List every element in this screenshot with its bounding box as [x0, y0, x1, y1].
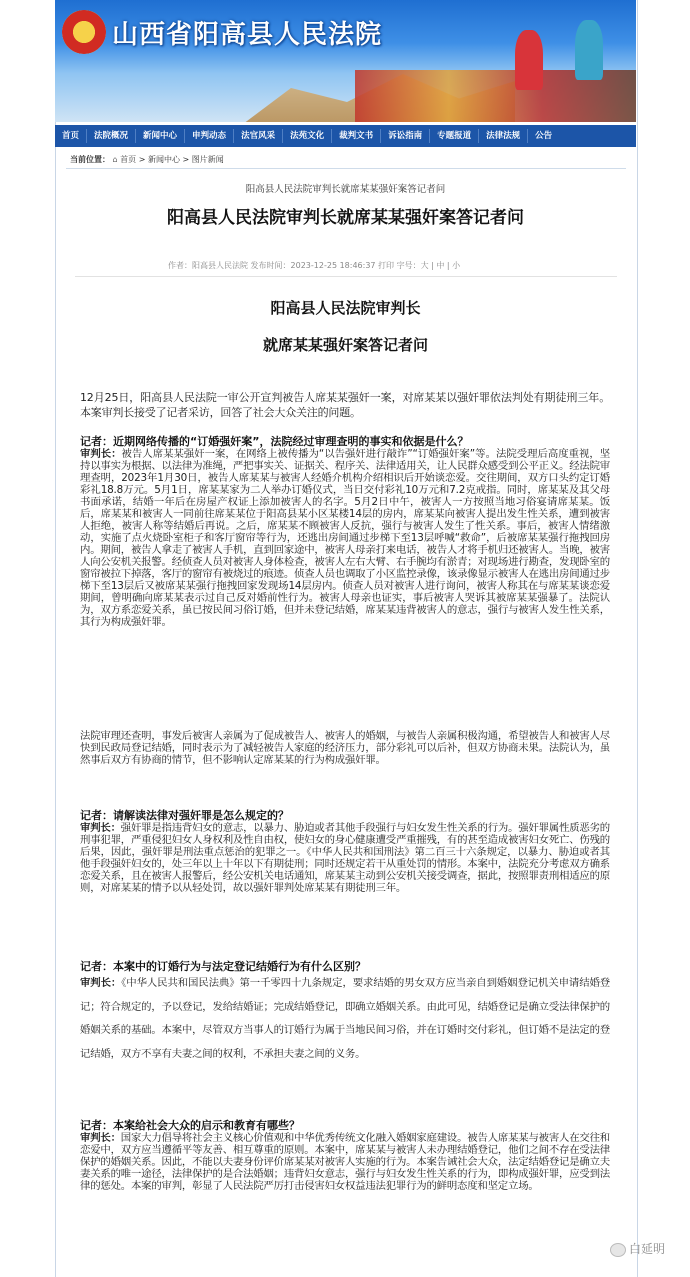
court-emblem-icon [62, 10, 106, 54]
nav-item-trials[interactable]: 申判动态 [185, 129, 234, 143]
breadcrumb-label: 当前位置： [70, 155, 110, 164]
nav-item-special[interactable]: 专题报道 [430, 129, 479, 143]
article-meta: 作者：阳高县人民法院 发布时间：2023-12-25 18:46:37 打印 字号：大 | 中 | 小 [168, 261, 461, 270]
site-title: 山西省阳高县人民法院 [112, 20, 383, 50]
nav-item-home[interactable]: 首页 [55, 129, 87, 143]
watermark-text: 白延明 [629, 1242, 666, 1256]
article-subtitle: 阳高县人民法院审判长就席某某强奸案答记者问 [245, 184, 446, 195]
nav-item-judges[interactable]: 法官风采 [234, 129, 283, 143]
divider [75, 276, 617, 277]
weibo-icon [610, 1243, 626, 1257]
breadcrumb [70, 154, 224, 165]
nav-item-notice[interactable]: 公告 [535, 131, 553, 141]
answer-1-text: 被告人席某某强奸一案，在网络上被传播为“以告强奸进行敲诈”“订婚强奸案”等。法院受理后高度重视，坚持以事实为根据、以法律为准绳，严把事实关、证据关、程序关、法律适用关，让人民群众感受到公平正义。经法院审理查明，2023年1月30日，被告人席某某与被害人经婚介机构介绍相识后开始谈恋爱。交往期间，双方口头约定订婚彩礼18.8万元。5月1日，席某某家为二人举办订婚仪式，当日交付彩礼10万元和7.2克戒指。同时，席某某及其父母书面承诺，结婚一年后在房屋产权证上添加被害人的名字。5月2日中午，被害人一方按照当地习俗宴请席某某。饭后，席某某和被害人一同前往席某某位于阳高县某小区某楼14层的房内，席某某向被害人提出发生性关系，遭到被害人拒绝，被害人称等结婚后再说。之后，席某某不顾被害人反抗，强行与被害人发生了性关系。事后，被害人情绪激动，实施了点火烧卧室柜子和客厅窗帘等行为，还逃出房间通过步梯下至13层呼喊“救命”，后被席某某强行拖拽回房内。期间，被告人拿走了被害人手机，直到回家途中，被害人母亲打来电话，被告人才将手机归还被害人。当晚，被害人向公安机关报警。经侦查人员对被害人身体检查，被害人左右大臂、右手腕均有淤青；对现场进行勘查，发现卧室的窗帘被拉下掉落，客厅的窗帘有被烧过的痕迹。侦查人员也调取了小区监控录像，该录像显示被害人在逃出房间通过步梯下至13层后又被席某某强行拖拽回家发现场14层房内。侦查人员对被害人进行询问，被害人称其在与席某某谈恋爱期间，曾明确向席某某表示过自己反对婚前性行为。被害人母亲也证实，事后被害人哭诉其被席某某强暴了。法院认为，双方系恋爱关系，虽已按民间习俗订婚，但并未登记结婚，席某某违背被害人的意志，强行与被害人发生性关系，其行为构成强奸罪。 [80, 448, 610, 628]
document-title-line1: 阳高县人民法院审判长 [270, 299, 421, 317]
answer-3-label: 审判长： [80, 977, 122, 989]
banner-dancer-image [515, 30, 543, 90]
answer-2-text: 强奸罪是指违背妇女的意志，以暴力、胁迫或者其他手段强行与妇女发生性关系的行为。强奸罪属性质恶劣的刑事犯罪，严重侵犯妇女人身权利及性自由权，使妇女的身心健康遭受严重摧残，有的甚至造成被害妇女死亡、伤残的后果，因此，强奸罪是刑法重点惩治的犯罪之一。《中华人民共和国刑法》第二百三十六条规定，以暴力、胁迫或者其他手段强奸妇女的，处三年以上十年以下有期徒刑；同时还规定若干从重处罚的情形。本案中，法院充分考虑双方确系恋爱关系，且在被害人报警后，经公安机关电话通知，席某某主动到公安机关接受调查，据此，按照罪责刑相适应的原则，对席某某的情予以从轻处罚，故以强奸罪判处席某某有期徒刑三年。 [80, 822, 610, 894]
nav-item-judgments[interactable]: 裁判文书 [332, 129, 381, 143]
question-2: 记者：请解读法律对强奸罪是怎么规定的？ [80, 809, 289, 822]
banner-dancer-image [575, 20, 603, 80]
answer-2 [80, 822, 610, 894]
home-icon: ⌂ [112, 155, 118, 164]
answer-1-continued: 法院审理还查明，事发后被害人亲属为了促成被告人、被害人的婚姻，与被告人亲属积极沟通，希望被告人和被害人尽快到民政局登记结婚，同时表示为了减轻被告人家庭的经济压力，部分彩礼可以后补，但双方协商未果。法院认为，虽然事后双方有协商的情节，但不影响认定席某某的行为构成强奸罪。 [80, 730, 610, 766]
answer-1-label: 审判长： [80, 448, 122, 460]
nav-item-culture[interactable]: 法苑文化 [283, 129, 332, 143]
question-4: 记者：本案给社会大众的启示和教育有哪些？ [80, 1119, 300, 1132]
answer-1 [80, 448, 610, 628]
answer-2-label: 审判长： [80, 822, 121, 834]
question-1: 记者：近期网络传播的“订婚强奸案”，法院经过审理查明的事实和依据是什么？ [80, 435, 469, 448]
answer-4 [80, 1132, 610, 1192]
breadcrumb-path[interactable]: 首页 > 新闻中心 > 图片新闻 [120, 155, 224, 164]
divider [66, 168, 626, 169]
nav-item-laws[interactable]: 法律法规 [479, 129, 528, 143]
main-nav [55, 125, 636, 147]
nav-item-news[interactable]: 新闻中心 [136, 129, 185, 143]
intro-paragraph: 12月25日，阳高县人民法院一审公开宣判被告人席某某强奸一案，对席某某以强奸罪依法判处有期徒刑三年。本案审判长接受了记者采访，回答了社会大众关注的问题。 [80, 391, 610, 419]
nav-item-about[interactable]: 法院概况 [87, 129, 136, 143]
question-3: 记者：本案中的订婚行为与法定登记结婚行为有什么区别？ [80, 960, 366, 973]
article-headline: 阳高县人民法院审判长就席某某强奸案答记者问 [167, 208, 524, 228]
nav-item-guide[interactable]: 诉讼指南 [381, 129, 430, 143]
answer-4-label: 审判长： [80, 1132, 121, 1144]
answer-3 [80, 972, 610, 1066]
weibo-watermark [610, 1240, 665, 1257]
document-title-line2: 就席某某强奸案答记者问 [262, 336, 428, 354]
answer-4-text: 国家大力倡导将社会主义核心价值观和中华优秀传统文化融入婚姻家庭建设。被告人席某某与被害人在交往和恋爱中，双方应当遵循平等友善、相互尊重的原则。本案中，席某某与被害人未办理结婚登记，他们之间不存在受法律保护的婚姻关系。因此，不能以夫妻身份评价席某某对被害人实施的行为。本案告诫社会大众，法定结婚登记是确立夫妻关系的唯一途径，法律保护的是合法婚姻；违背妇女意志，强行与妇女发生性关系的行为，即构成强奸罪，应受到法律的惩处。本案的审判，彰显了人民法院严厉打击侵害妇女权益违法犯罪行为的鲜明态度和坚定立场。 [80, 1132, 610, 1192]
answer-3-text: 《中华人民共和国民法典》第一千零四十九条规定，要求结婚的男女双方应当亲自到婚姻登记机关申请结婚登记；符合规定的，予以登记，发给结婚证；完成结婚登记，即确立婚姻关系。由此可见，结婚登记是确立受法律保护的婚姻关系的基础。本案中，尽管双方当事人的订婚行为属于当地民间习俗，并在订婚时交付彩礼，但订婚不是法定的登记结婚，双方不享有夫妻之间的权利，不承担夫妻之间的义务。 [80, 977, 610, 1060]
